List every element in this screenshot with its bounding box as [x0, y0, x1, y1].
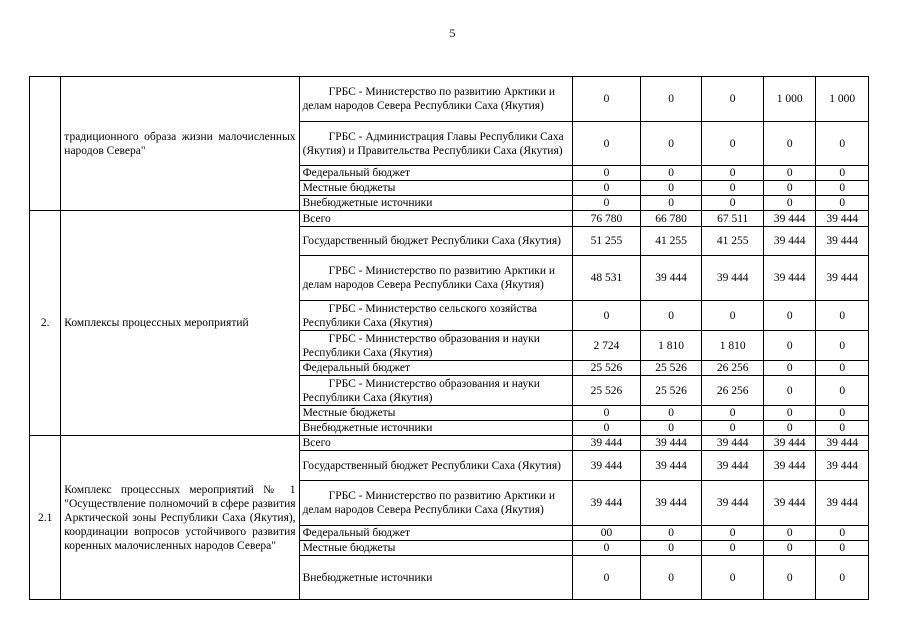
measure-name: Комплексы процессных мероприятий [61, 211, 299, 436]
funding-source: ГРБС - Министерство образования и науки Республики Саха (Якутия) [299, 376, 573, 406]
amount-cell: 39 444 [763, 436, 816, 451]
amount-cell: 39 444 [573, 436, 641, 451]
amount-cell: 39 444 [816, 256, 869, 301]
amount-cell: 1 000 [763, 77, 816, 122]
amount-cell: 0 [573, 122, 641, 166]
amount-cell: 0 [763, 181, 816, 196]
amount-cell: 00 [573, 526, 641, 541]
budget-table [29, 76, 869, 600]
amount-cell: 0 [816, 526, 869, 541]
table-row [30, 211, 869, 227]
amount-cell: 2 724 [573, 331, 641, 361]
row-number: 2. [30, 211, 61, 436]
amount-cell: 0 [640, 166, 702, 181]
amount-cell: 0 [763, 361, 816, 376]
budget-table-body [30, 77, 869, 600]
amount-cell: 0 [763, 556, 816, 600]
funding-source: ГРБС - Министерство по развитию Арктики и делам народов Севера Республики Саха (Якутия) [299, 77, 573, 122]
amount-cell: 39 444 [816, 211, 869, 227]
funding-source: Всего [299, 436, 573, 451]
amount-cell: 0 [640, 196, 702, 211]
amount-cell: 0 [573, 196, 641, 211]
amount-cell: 76 780 [573, 211, 641, 227]
amount-cell: 39 444 [816, 227, 869, 256]
amount-cell: 0 [816, 331, 869, 361]
measure-name: Комплекс процессных мероприятий № 1 "Осуществление полномочий в сфере развития Арктической зоны Республики Саха (Якутия), координации вопросов устойчивого развития коренных малочисленных народов Севера" [61, 436, 299, 600]
amount-cell: 0 [763, 526, 816, 541]
funding-source: Местные бюджеты [299, 181, 573, 196]
funding-source: Федеральный бюджет [299, 166, 573, 181]
amount-cell: 0 [763, 421, 816, 436]
amount-cell: 39 444 [763, 451, 816, 481]
amount-cell: 0 [702, 166, 764, 181]
amount-cell: 66 780 [640, 211, 702, 227]
amount-cell: 39 444 [763, 211, 816, 227]
funding-source: Государственный бюджет Республики Саха (Якутия) [299, 227, 573, 256]
amount-cell: 39 444 [702, 256, 764, 301]
amount-cell: 1 810 [702, 331, 764, 361]
amount-cell: 39 444 [573, 481, 641, 526]
funding-source: ГРБС - Администрация Главы Республики Саха (Якутия) и Правительства Республики Саха (Якутия) [299, 122, 573, 166]
amount-cell: 0 [702, 556, 764, 600]
amount-cell: 0 [816, 196, 869, 211]
amount-cell: 39 444 [702, 451, 764, 481]
amount-cell: 1 810 [640, 331, 702, 361]
amount-cell: 0 [702, 196, 764, 211]
amount-cell: 0 [816, 166, 869, 181]
amount-cell: 0 [640, 301, 702, 331]
amount-cell: 0 [763, 166, 816, 181]
amount-cell: 0 [702, 541, 764, 556]
amount-cell: 0 [640, 181, 702, 196]
amount-cell: 39 444 [640, 481, 702, 526]
amount-cell: 39 444 [763, 227, 816, 256]
amount-cell: 0 [573, 541, 641, 556]
amount-cell: 0 [702, 301, 764, 331]
amount-cell: 0 [816, 376, 869, 406]
amount-cell: 0 [573, 301, 641, 331]
amount-cell: 0 [816, 421, 869, 436]
amount-cell: 0 [640, 122, 702, 166]
amount-cell: 0 [816, 361, 869, 376]
amount-cell: 39 444 [763, 256, 816, 301]
measure-name: традиционного образа жизни малочисленных народов Севера" [61, 77, 299, 211]
amount-cell: 67 511 [702, 211, 764, 227]
amount-cell: 0 [573, 406, 641, 421]
amount-cell: 0 [816, 541, 869, 556]
amount-cell: 39 444 [816, 481, 869, 526]
amount-cell: 39 444 [640, 256, 702, 301]
amount-cell: 26 256 [702, 361, 764, 376]
amount-cell: 0 [702, 421, 764, 436]
amount-cell: 0 [763, 196, 816, 211]
amount-cell: 0 [763, 122, 816, 166]
amount-cell: 41 255 [702, 227, 764, 256]
amount-cell: 0 [763, 376, 816, 406]
amount-cell: 39 444 [702, 481, 764, 526]
amount-cell: 0 [640, 421, 702, 436]
table-row [30, 77, 869, 122]
funding-source: Местные бюджеты [299, 406, 573, 421]
amount-cell: 25 526 [640, 376, 702, 406]
amount-cell: 39 444 [573, 451, 641, 481]
amount-cell: 0 [573, 556, 641, 600]
row-number: 2.1 [30, 436, 61, 600]
amount-cell: 25 526 [573, 361, 641, 376]
amount-cell: 0 [573, 77, 641, 122]
amount-cell: 0 [640, 541, 702, 556]
amount-cell: 39 444 [702, 436, 764, 451]
amount-cell: 0 [640, 526, 702, 541]
amount-cell: 48 531 [573, 256, 641, 301]
amount-cell: 0 [763, 331, 816, 361]
amount-cell: 0 [702, 526, 764, 541]
funding-source: ГРБС - Министерство сельского хозяйства Республики Саха (Якутия) [299, 301, 573, 331]
amount-cell: 39 444 [816, 451, 869, 481]
funding-source: Государственный бюджет Республики Саха (Якутия) [299, 451, 573, 481]
page-number: 5 [449, 26, 456, 40]
funding-source: ГРБС - Министерство по развитию Арктики и делам народов Севера Республики Саха (Якутия) [299, 481, 573, 526]
amount-cell: 0 [640, 406, 702, 421]
funding-source: Внебюджетные источники [299, 556, 573, 600]
amount-cell: 0 [573, 181, 641, 196]
funding-source: ГРБС - Министерство образования и науки Республики Саха (Якутия) [299, 331, 573, 361]
amount-cell: 0 [816, 301, 869, 331]
amount-cell: 25 526 [640, 361, 702, 376]
amount-cell: 0 [640, 556, 702, 600]
amount-cell: 0 [763, 541, 816, 556]
amount-cell: 0 [702, 77, 764, 122]
amount-cell: 0 [816, 181, 869, 196]
amount-cell: 0 [702, 122, 764, 166]
amount-cell: 39 444 [816, 436, 869, 451]
amount-cell: 0 [816, 556, 869, 600]
amount-cell: 0 [763, 301, 816, 331]
amount-cell: 41 255 [640, 227, 702, 256]
amount-cell: 0 [763, 406, 816, 421]
amount-cell: 0 [640, 77, 702, 122]
amount-cell: 0 [816, 406, 869, 421]
amount-cell: 25 526 [573, 376, 641, 406]
amount-cell: 39 444 [763, 481, 816, 526]
amount-cell: 39 444 [640, 436, 702, 451]
funding-source: ГРБС - Министерство по развитию Арктики и делам народов Севера Республики Саха (Якутия) [299, 256, 573, 301]
amount-cell: 0 [573, 166, 641, 181]
funding-source: Федеральный бюджет [299, 361, 573, 376]
funding-source: Внебюджетные источники [299, 196, 573, 211]
amount-cell: 1 000 [816, 77, 869, 122]
amount-cell: 26 256 [702, 376, 764, 406]
row-number [30, 77, 61, 211]
amount-cell: 0 [816, 122, 869, 166]
table-row [30, 436, 869, 451]
funding-source: Внебюджетные источники [299, 421, 573, 436]
amount-cell: 0 [702, 181, 764, 196]
funding-source: Местные бюджеты [299, 541, 573, 556]
funding-source: Федеральный бюджет [299, 526, 573, 541]
amount-cell: 39 444 [640, 451, 702, 481]
funding-source: Всего [299, 211, 573, 227]
amount-cell: 0 [702, 406, 764, 421]
amount-cell: 0 [573, 421, 641, 436]
amount-cell: 51 255 [573, 227, 641, 256]
